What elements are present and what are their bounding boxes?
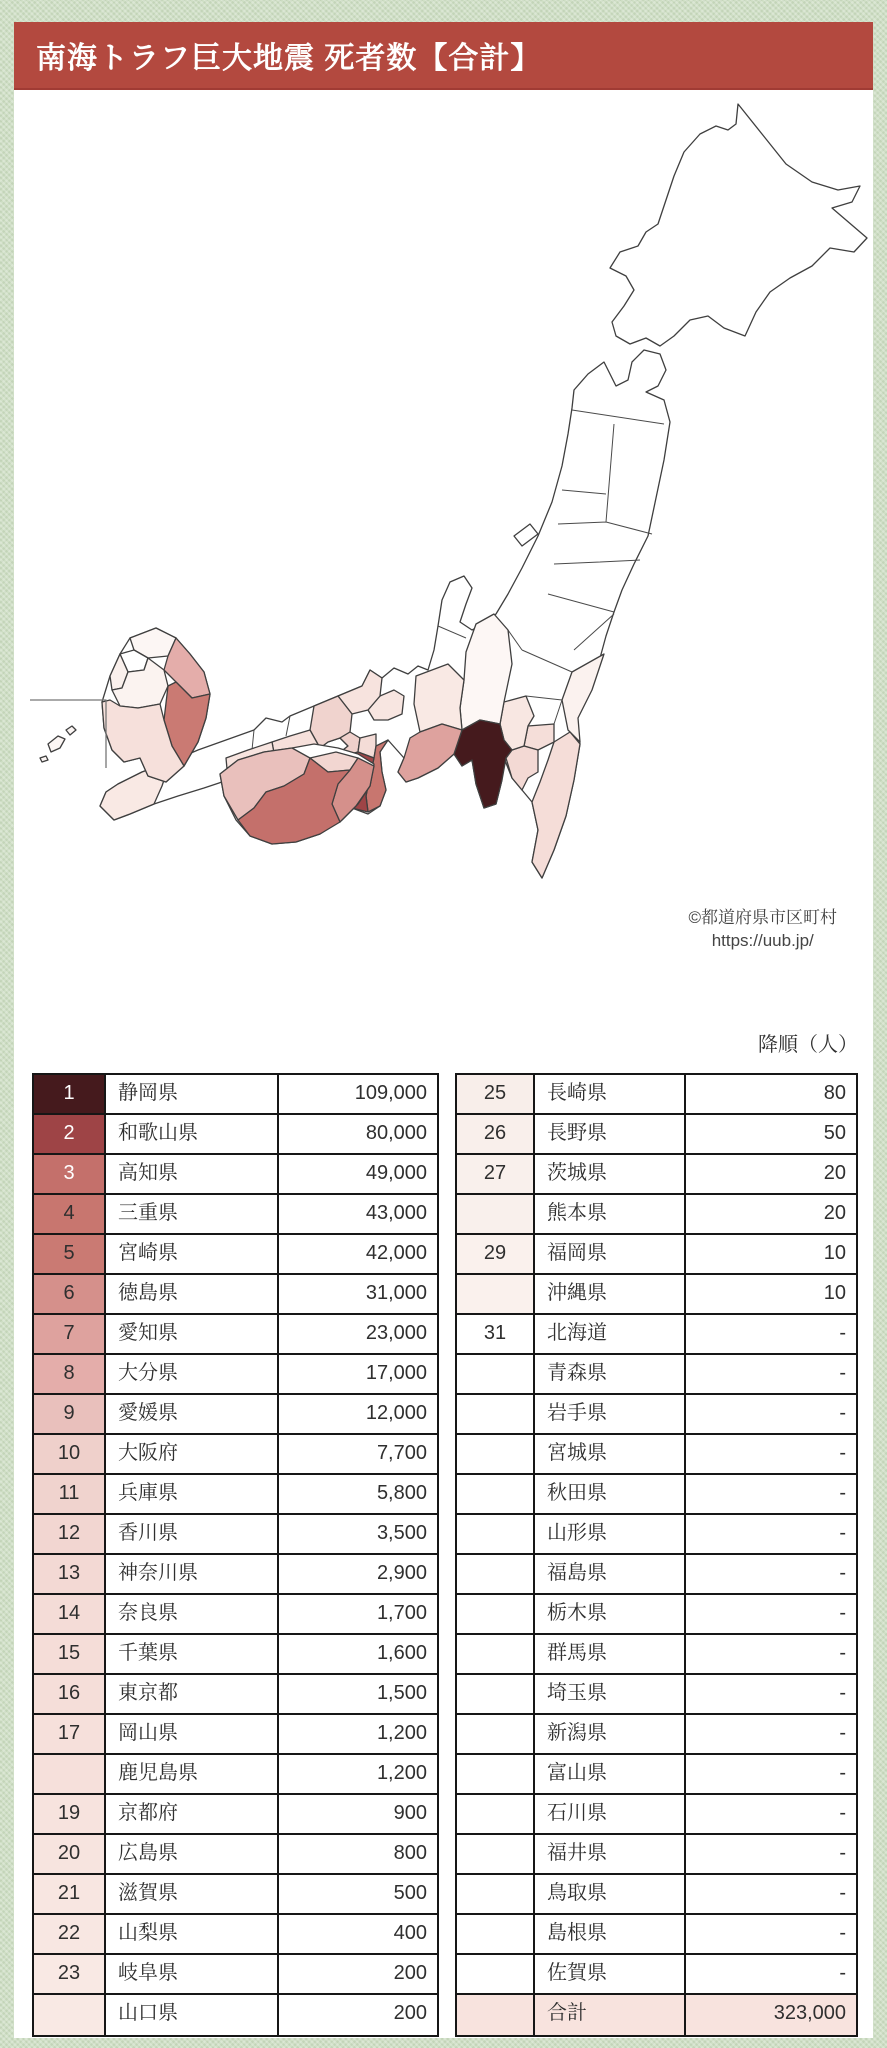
table-row	[457, 1235, 856, 1275]
rank-cell: 21	[34, 1875, 106, 1913]
value-cell: -	[839, 1322, 846, 1344]
prefecture-name-cell: 徳島県	[106, 1275, 279, 1313]
prefecture-name-cell: 群馬県	[535, 1635, 686, 1673]
prefecture-name-cell: 岩手県	[535, 1395, 686, 1433]
table-row	[34, 1515, 437, 1555]
rank-cell: 26	[457, 1115, 535, 1153]
table-row	[34, 1315, 437, 1355]
rank-cell	[457, 1395, 535, 1433]
title-bar	[14, 22, 873, 90]
rank-cell: 16	[34, 1675, 106, 1713]
rank-cell	[457, 1755, 535, 1793]
value-cell: 5,800	[376, 1482, 427, 1504]
rank-cell: 25	[457, 1075, 535, 1113]
prefecture-name-cell: 青森県	[535, 1355, 686, 1393]
table-row	[34, 1875, 437, 1915]
prefecture-name-cell: 三重県	[106, 1195, 279, 1233]
rank-cell: 15	[34, 1635, 106, 1673]
table-row	[457, 1835, 856, 1875]
rank-cell	[457, 1955, 535, 1993]
prefecture-name-cell: 鹿児島県	[106, 1755, 279, 1793]
total-label-cell: 合計	[535, 1995, 686, 2035]
prefecture-name-cell: 福岡県	[535, 1235, 686, 1273]
table-row	[457, 1555, 856, 1595]
value-cell: 80	[823, 1082, 846, 1104]
table-row	[457, 1795, 856, 1835]
prefecture-name-cell: 新潟県	[535, 1715, 686, 1753]
value-cell: 1,500	[376, 1682, 427, 1704]
value-cell: -	[839, 1722, 846, 1744]
rank-cell	[457, 1435, 535, 1473]
prefecture-name-cell: 栃木県	[535, 1595, 686, 1633]
table-row	[34, 1195, 437, 1235]
value-cell: -	[839, 1562, 846, 1584]
hokkaido-region	[610, 104, 867, 346]
prefecture-name-cell: 奈良県	[106, 1595, 279, 1633]
table-row	[457, 1475, 856, 1515]
value-cell: 17,000	[365, 1362, 427, 1384]
value-cell: 31,000	[365, 1282, 427, 1304]
table-row	[457, 1515, 856, 1555]
rank-cell: 9	[34, 1395, 106, 1433]
table-row	[34, 1755, 437, 1795]
table-row	[457, 1755, 856, 1795]
value-cell: -	[839, 1602, 846, 1624]
value-cell: -	[839, 1682, 846, 1704]
value-cell: 3,500	[376, 1522, 427, 1544]
table-row	[34, 1955, 437, 1995]
okinawa-islet	[66, 726, 76, 735]
rank-cell: 5	[34, 1235, 106, 1273]
rank-cell	[457, 1835, 535, 1873]
prefecture-name-cell: 大分県	[106, 1355, 279, 1393]
value-cell: -	[839, 1962, 846, 1984]
prefecture-name-cell: 北海道	[535, 1315, 686, 1353]
prefecture-name-cell: 長野県	[535, 1115, 686, 1153]
rank-cell: 7	[34, 1315, 106, 1353]
prefecture-name-cell: 高知県	[106, 1155, 279, 1193]
rank-cell	[457, 1675, 535, 1713]
table-row	[457, 1955, 856, 1995]
map-area	[14, 90, 873, 1010]
table-row	[34, 1795, 437, 1835]
value-cell: -	[839, 1482, 846, 1504]
rank-cell: 22	[34, 1915, 106, 1953]
table-row	[34, 1675, 437, 1715]
table-row	[457, 1595, 856, 1635]
prefecture-name-cell: 長崎県	[535, 1075, 686, 1113]
okinawa-islet	[40, 756, 48, 762]
table-row	[457, 1875, 856, 1915]
rank-cell	[457, 1595, 535, 1633]
value-cell: 200	[393, 2002, 427, 2024]
rank-cell	[34, 1755, 106, 1793]
rank-cell	[457, 1475, 535, 1513]
prefecture-name-cell: 神奈川県	[106, 1555, 279, 1593]
prefecture-name-cell: 山口県	[106, 1995, 279, 2035]
rank-cell: 12	[34, 1515, 106, 1553]
prefecture-name-cell: 福島県	[535, 1555, 686, 1593]
prefecture-name-cell: 宮崎県	[106, 1235, 279, 1273]
table-row	[457, 1355, 856, 1395]
prefecture-name-cell: 愛媛県	[106, 1395, 279, 1433]
value-cell: 323,000	[686, 1995, 856, 2035]
prefecture-name-cell: 秋田県	[535, 1475, 686, 1513]
rank-cell: 1	[34, 1075, 106, 1113]
rank-cell: 3	[34, 1155, 106, 1193]
rank-cell: 10	[34, 1435, 106, 1473]
value-cell: -	[839, 1842, 846, 1864]
japan-choropleth-map	[14, 90, 873, 1010]
table-row	[457, 1395, 856, 1435]
value-cell: 43,000	[365, 1202, 427, 1224]
table-row	[457, 1155, 856, 1195]
rank-cell	[457, 1195, 535, 1233]
value-cell: -	[839, 1522, 846, 1544]
map-credit	[688, 906, 837, 952]
value-cell: -	[839, 1402, 846, 1424]
value-cell: 10	[823, 1282, 846, 1304]
rank-cell: 2	[34, 1115, 106, 1153]
table-row	[34, 1075, 437, 1115]
rank-cell: 11	[34, 1475, 106, 1513]
prefecture-name-cell: 石川県	[535, 1795, 686, 1833]
rank-cell	[457, 1875, 535, 1913]
prefecture-name-cell: 茨城県	[535, 1155, 686, 1193]
value-cell: 20	[823, 1202, 846, 1224]
rank-cell: 13	[34, 1555, 106, 1593]
table-row	[34, 1595, 437, 1635]
rank-cell: 17	[34, 1715, 106, 1753]
rank-cell: 4	[34, 1195, 106, 1233]
table-row	[34, 1835, 437, 1875]
value-cell: 20	[823, 1162, 846, 1184]
table-row	[34, 1715, 437, 1755]
rank-cell	[457, 1635, 535, 1673]
table-row	[34, 1915, 437, 1955]
rank-cell: 19	[34, 1795, 106, 1833]
value-cell: 500	[393, 1882, 427, 1904]
value-cell: 23,000	[365, 1322, 427, 1344]
sort-order-label: 降順（人）	[758, 1034, 858, 1056]
rank-cell	[457, 1795, 535, 1833]
prefecture-name-cell: 鳥取県	[535, 1875, 686, 1913]
table-row	[34, 1275, 437, 1315]
rank-cell	[457, 1275, 535, 1313]
rank-cell: 14	[34, 1595, 106, 1633]
content-card	[14, 22, 873, 2038]
prefecture-name-cell: 愛知県	[106, 1315, 279, 1353]
honshu-region	[100, 350, 670, 878]
value-cell: 1,600	[376, 1642, 427, 1664]
prefecture-name-cell: 岡山県	[106, 1715, 279, 1753]
gifu-region	[414, 664, 464, 732]
value-cell: 10	[823, 1242, 846, 1264]
prefecture-name-cell: 沖縄県	[535, 1275, 686, 1313]
table-row	[457, 1635, 856, 1675]
rank-cell	[457, 1555, 535, 1593]
value-cell: 50	[823, 1122, 846, 1144]
table-row	[457, 1915, 856, 1955]
prefecture-name-cell: 滋賀県	[106, 1875, 279, 1913]
prefecture-name-cell: 熊本県	[535, 1195, 686, 1233]
value-cell: 7,700	[376, 1442, 427, 1464]
table-row	[457, 1195, 856, 1235]
rank-cell	[34, 1995, 106, 2035]
table-row	[457, 1435, 856, 1475]
credit-source: ©都道府県市区町村	[688, 908, 837, 927]
table-row	[457, 1115, 856, 1155]
rank-cell: 23	[34, 1955, 106, 1993]
ranking-table-left	[32, 1073, 439, 2037]
value-cell: -	[839, 1442, 846, 1464]
okinawa-region	[48, 736, 65, 752]
prefecture-name-cell: 香川県	[106, 1515, 279, 1553]
prefecture-name-cell: 山梨県	[106, 1915, 279, 1953]
rank-cell	[457, 1915, 535, 1953]
page-title: 南海トラフ巨大地震 死者数【合計】	[36, 42, 542, 75]
rank-cell: 31	[457, 1315, 535, 1353]
rank-cell: 27	[457, 1155, 535, 1193]
prefecture-name-cell: 千葉県	[106, 1635, 279, 1673]
rank-cell	[457, 1515, 535, 1553]
value-cell: -	[839, 1802, 846, 1824]
prefecture-name-cell: 京都府	[106, 1795, 279, 1833]
value-cell: -	[839, 1762, 846, 1784]
table-row	[457, 1675, 856, 1715]
rank-cell	[457, 1355, 535, 1393]
value-cell: 80,000	[365, 1122, 427, 1144]
table-row	[34, 1555, 437, 1595]
ranking-table-right	[455, 1073, 858, 2037]
value-cell: 2,900	[376, 1562, 427, 1584]
value-cell: 200	[393, 1962, 427, 1984]
credit-url[interactable]: https://uub.jp/	[711, 931, 814, 950]
value-cell: 900	[393, 1802, 427, 1824]
value-cell: 12,000	[365, 1402, 427, 1424]
value-cell: 109,000	[354, 1082, 427, 1104]
table-row	[34, 1155, 437, 1195]
table-row	[34, 1995, 437, 2035]
rank-cell: 20	[34, 1835, 106, 1873]
table-row	[457, 1075, 856, 1115]
value-cell: -	[839, 1922, 846, 1944]
value-cell: 49,000	[365, 1162, 427, 1184]
value-cell: -	[839, 1362, 846, 1384]
table-row	[34, 1235, 437, 1275]
prefecture-name-cell: 山形県	[535, 1515, 686, 1553]
prefecture-name-cell: 静岡県	[106, 1075, 279, 1113]
prefecture-name-cell: 岐阜県	[106, 1955, 279, 1993]
prefecture-name-cell: 広島県	[106, 1835, 279, 1873]
prefecture-name-cell: 兵庫県	[106, 1475, 279, 1513]
table-row	[34, 1475, 437, 1515]
value-cell: 400	[393, 1922, 427, 1944]
value-cell: 1,700	[376, 1602, 427, 1624]
table-row	[34, 1115, 437, 1155]
table-row	[457, 1275, 856, 1315]
table-row	[34, 1635, 437, 1675]
prefecture-name-cell: 島根県	[535, 1915, 686, 1953]
prefecture-name-cell: 富山県	[535, 1755, 686, 1793]
value-cell: 1,200	[376, 1722, 427, 1744]
total-row	[457, 1995, 856, 2035]
prefecture-name-cell: 福井県	[535, 1835, 686, 1873]
prefecture-name-cell: 大阪府	[106, 1435, 279, 1473]
rank-cell	[457, 1715, 535, 1753]
value-cell: 1,200	[376, 1762, 427, 1784]
rank-cell: 29	[457, 1235, 535, 1273]
prefecture-name-cell: 和歌山県	[106, 1115, 279, 1153]
rank-cell: 6	[34, 1275, 106, 1313]
rank-cell	[457, 1995, 535, 2035]
value-cell: -	[839, 1882, 846, 1904]
table-row	[457, 1315, 856, 1355]
prefecture-name-cell: 東京都	[106, 1675, 279, 1713]
prefecture-name-cell: 佐賀県	[535, 1955, 686, 1993]
table-row	[457, 1715, 856, 1755]
prefecture-name-cell: 埼玉県	[535, 1675, 686, 1713]
rank-cell: 8	[34, 1355, 106, 1393]
table-row	[34, 1435, 437, 1475]
table-row	[34, 1355, 437, 1395]
table-row	[34, 1395, 437, 1435]
value-cell: -	[839, 1642, 846, 1664]
prefecture-name-cell: 宮城県	[535, 1435, 686, 1473]
value-cell: 800	[393, 1842, 427, 1864]
value-cell: 42,000	[365, 1242, 427, 1264]
